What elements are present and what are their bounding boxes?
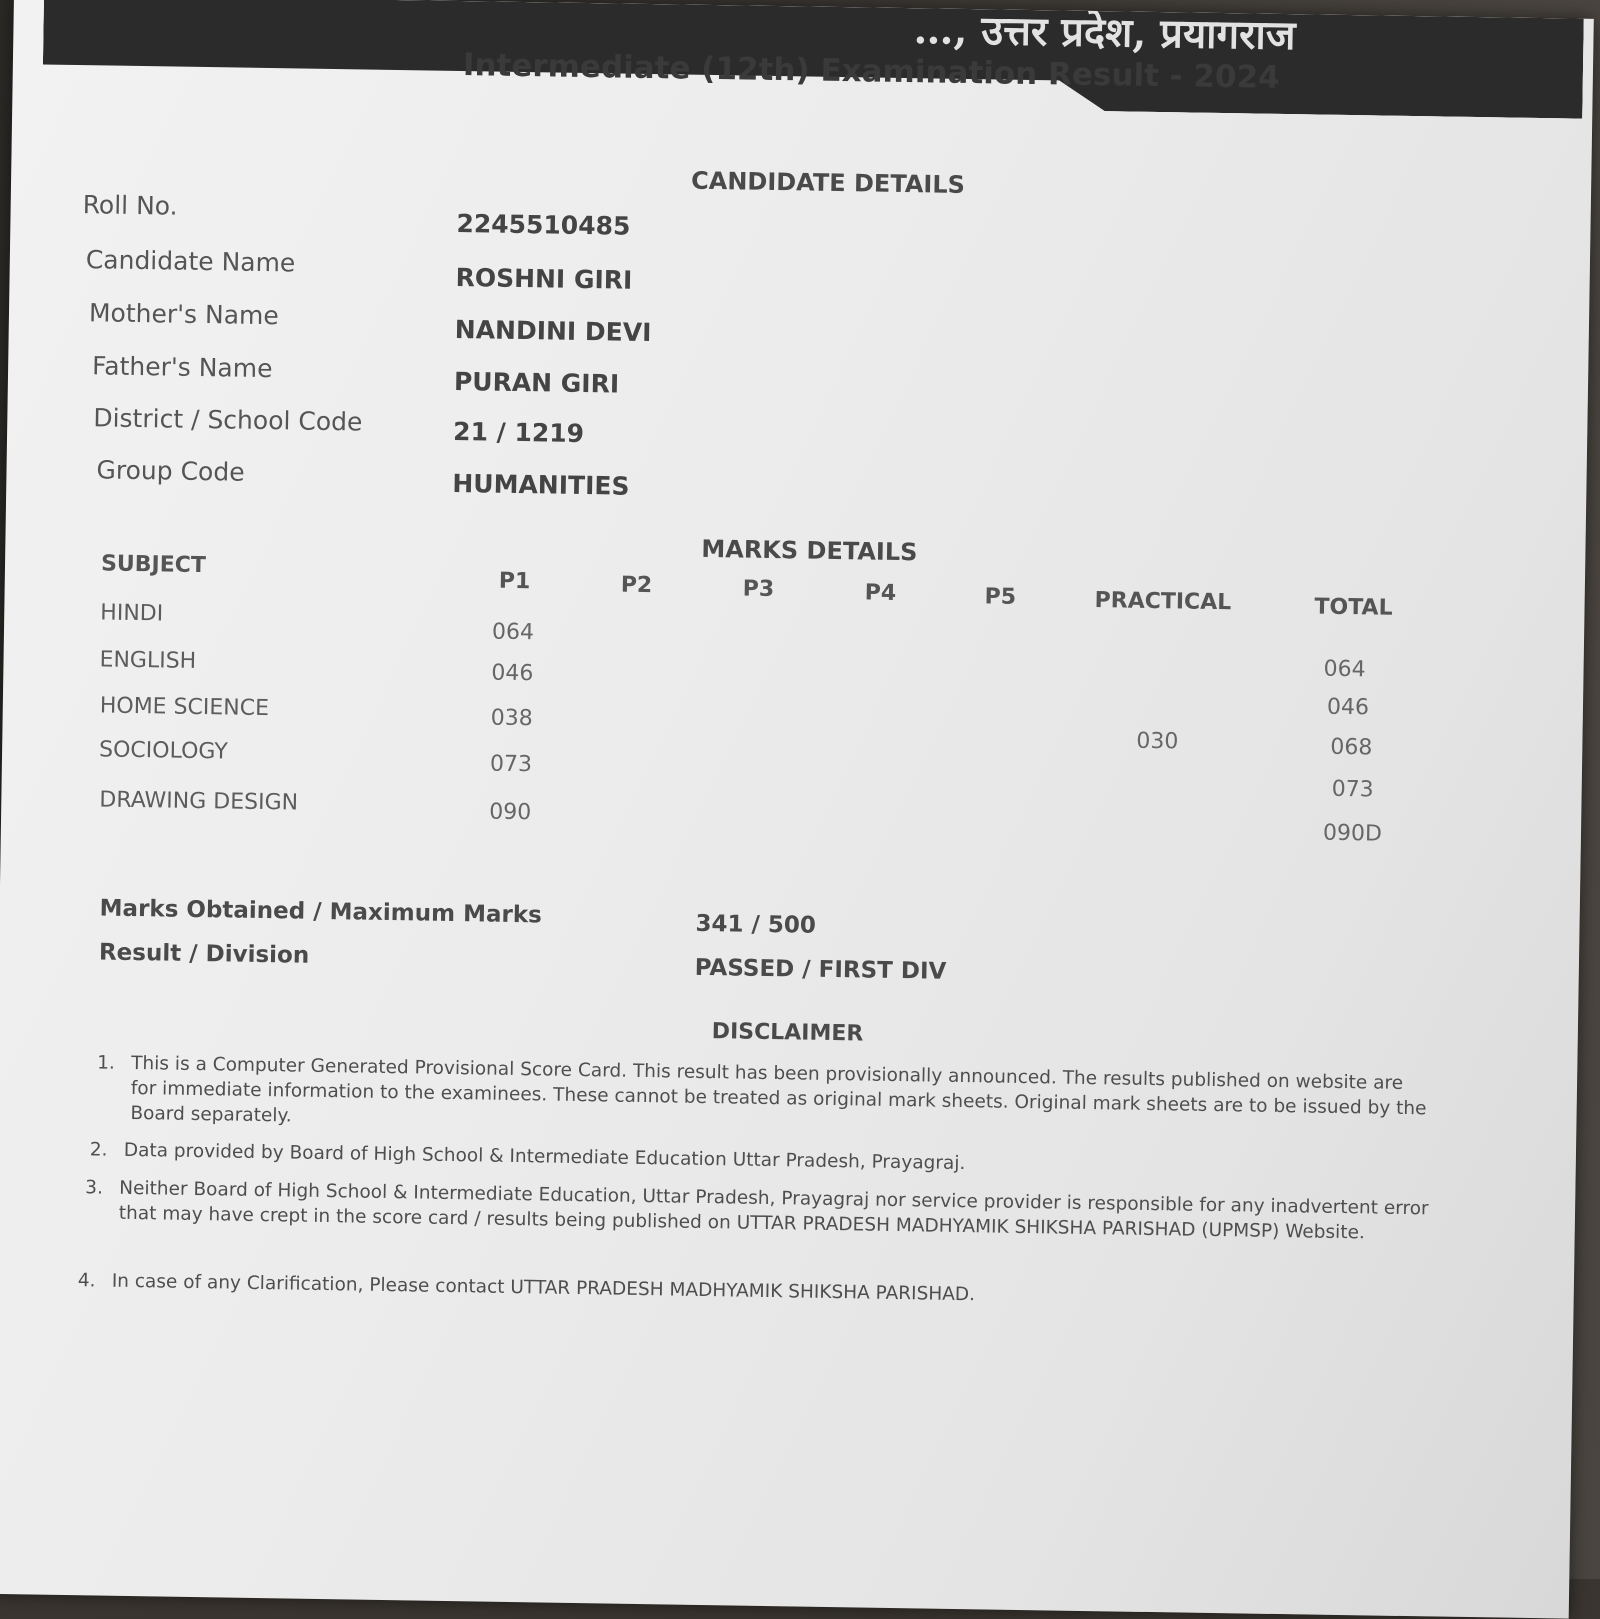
marks-details-heading: MARKS DETAILS [701,534,918,567]
group-code-label: Group Code [96,455,245,487]
mother-name-value: NANDINI DEVI [454,314,652,348]
total-mark: 068 [1330,734,1373,761]
disclaimer-text: Neither Board of High School & Intermediate Education, Uttar Pradesh, Prayagraj nor service provider is responsible for any inadvertent error that may have crept in the score card / results being published on UTTAR PRADESH MADHYAMIK SHIKSHA PARISHAD (UPMSP) Website. [118,1177,1429,1244]
column-header-p3: P3 [742,576,775,603]
disclaimer-item [78,1268,1438,1314]
marks-obtained-value: 341 / 500 [695,910,817,939]
p1-mark: 046 [491,660,534,687]
result-division-label: Result / Division [98,939,310,969]
disclaimer-number: 4. [77,1270,96,1292]
mother-name-label: Mother's Name [88,298,279,331]
district-school-code-value: 21 / 1219 [452,416,585,449]
board-name-hindi: …, उत्तर प्रदेश, प्रयागराज [913,6,1296,60]
p1-mark: 064 [491,619,535,646]
column-header-p4: P4 [864,580,897,606]
roll-no-value: 2245510485 [456,208,631,241]
disclaimer-item [90,1137,1430,1183]
disclaimer-number: 2. [89,1139,108,1161]
practical-mark: 030 [1136,728,1179,755]
column-header-p5: P5 [984,584,1017,610]
total-mark: 064 [1323,656,1366,683]
subject-name: HINDI [100,600,164,627]
disclaimer-text: This is a Computer Generated Provisional Score Card. This result has been provisionally announced. The results published on website are for immediate information to the examinees. These cannot be treated as original mark sheets. Original mark sheets are to be issued by the Board separately. [130,1052,1427,1127]
disclaimer-heading: DISCLAIMER [711,1019,864,1047]
subject-name: SOCIOLOGY [98,737,228,765]
disclaimer-number: 3. [85,1177,104,1199]
column-header-practical: PRACTICAL [1094,588,1232,616]
disclaimer-item [96,1050,1427,1146]
column-header-total: TOTAL [1314,594,1393,621]
column-header-subject: SUBJECT [100,551,207,579]
district-school-code-label: District / School Code [93,403,363,437]
subject-name: HOME SCIENCE [99,693,270,722]
total-mark: 090D [1322,820,1383,847]
subject-name: ENGLISH [99,647,197,674]
exam-title: Intermediate (12th) Examination Result - 2024 [462,47,1280,96]
disclaimer-text: In case of any Clarification, Please contact UTTAR PRADESH MADHYAMIK SHIKSHA PARISHAD. [111,1270,976,1306]
column-header-p1: P1 [498,568,531,595]
subject-name: DRAWING DESIGN [99,787,299,816]
group-code-value: HUMANITIES [452,468,630,501]
column-header-p2: P2 [620,572,653,599]
p1-mark: 038 [490,705,533,732]
marks-obtained-label: Marks Obtained / Maximum Marks [99,895,542,929]
candidate-name-value: ROSHNI GIRI [455,262,633,295]
father-name-label: Father's Name [91,351,273,384]
total-mark: 073 [1331,776,1374,803]
disclaimer-item [85,1175,1446,1246]
p1-mark: 090 [489,799,532,826]
result-division-value: PASSED / FIRST DIV [694,954,947,985]
father-name-value: PURAN GIRI [453,366,620,399]
candidate-details-heading: CANDIDATE DETAILS [690,166,966,199]
candidate-name-label: Candidate Name [85,245,296,278]
disclaimer-number: 1. [97,1052,116,1074]
roll-no-label: Roll No. [82,190,178,221]
disclaimer-text: Data provided by Board of High School & Intermediate Education Uttar Pradesh, Prayagraj. [123,1139,966,1175]
total-mark: 046 [1326,694,1370,721]
p1-mark: 073 [489,751,533,778]
